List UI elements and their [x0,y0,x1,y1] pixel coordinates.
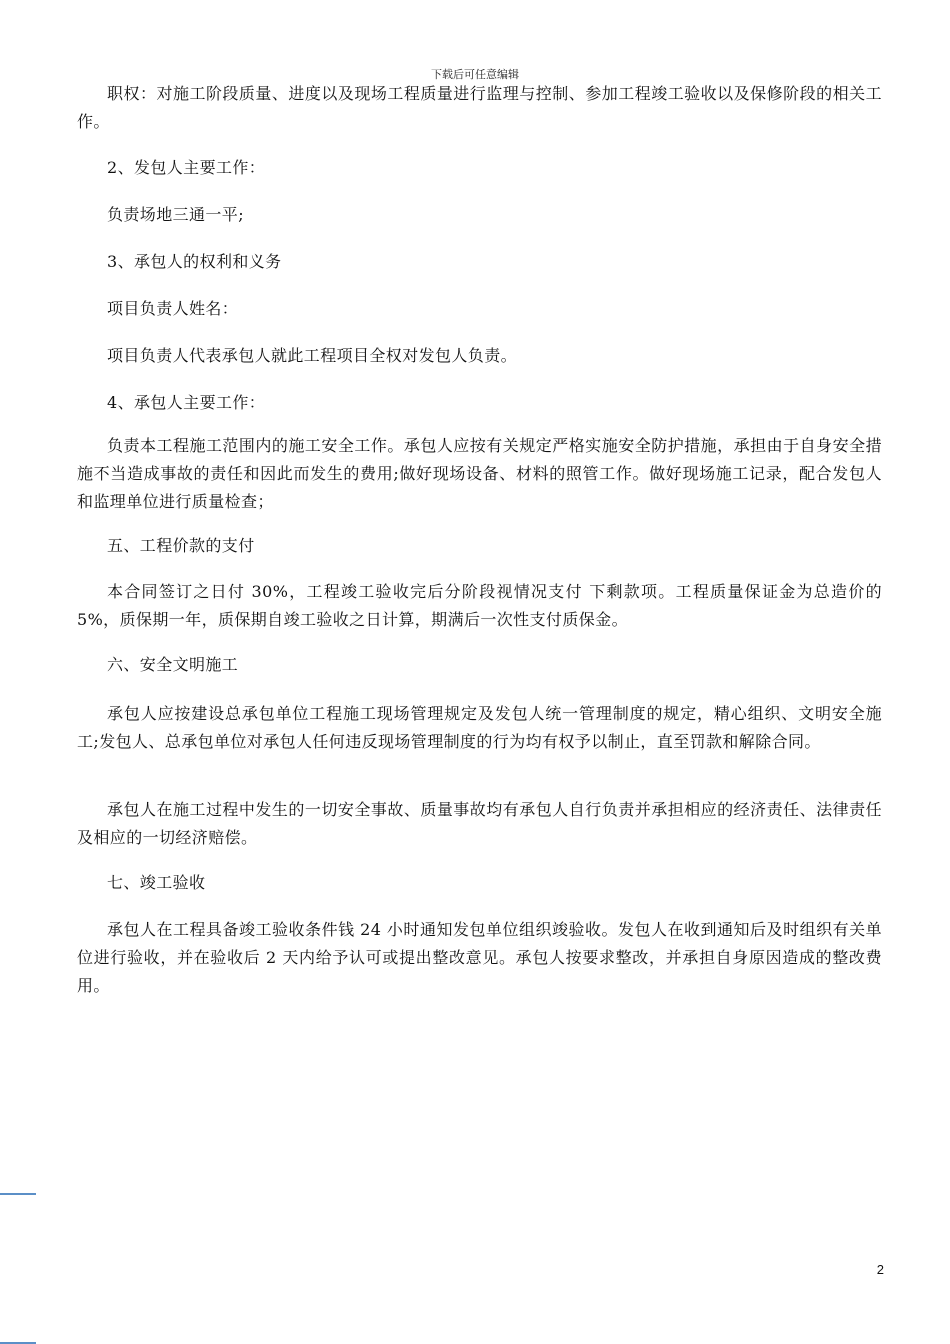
paragraph-3: 负责场地三通一平; [107,205,244,224]
paragraph-4: 3、承包人的权利和义务 [107,252,282,271]
header-note: 下载后可任意编辑 [431,68,519,81]
paragraph-11: 六、安全文明施工 [107,655,239,674]
paragraph-2: 2、发包人主要工作： [107,158,266,177]
margin-mark-top [0,1193,36,1195]
paragraph-15: 承包人在工程具备竣工验收条件钱 24 小时通知发包单位组织竣验收。发包人在收到通知后及时组织有关单位进行验收，并在验收后 2 天内给予认可或提出整改意见。承包人按要求整改，并承担自身原因造成的整改费用。 [77,920,882,995]
paragraph-7: 4、承包人主要工作： [107,393,266,412]
paragraph-9: 五、工程价款的支付 [107,536,255,555]
paragraph-5: 项目负责人姓名： [107,299,239,318]
paragraph-8: 负责本工程施工范围内的施工安全工作。承包人应按有关规定严格实施安全防护措施，承担由于自身安全措施不当造成事故的责任和因此而发生的费用;做好现场设备、材料的照管工作。做好现场施工记录，配合发包人和监理单位进行质量检查； [77,436,882,511]
paragraph-6: 项目负责人代表承包人就此工程项目全权对发包人负责。 [107,346,518,365]
paragraph-13: 承包人在施工过程中发生的一切安全事故、质量事故均有承包人自行负责并承担相应的经济责任、法律责任及相应的一切经济赔偿。 [77,800,882,847]
page-number: 2 [876,1262,884,1277]
paragraph-1: 职权：对施工阶段质量、进度以及现场工程质量进行监理与控制、参加工程竣工验收以及保修阶段的相关工作。 [77,84,882,131]
paragraph-14: 七、竣工验收 [107,873,206,892]
paragraph-10: 本合同签订之日付 30%，工程竣工验收完后分阶段视情况支付 下剩款项。工程质量保证金为总造价的 5%，质保期一年，质保期自竣工验收之日计算，期满后一次性支付质保金。 [77,582,882,629]
paragraph-12: 承包人应按建设总承包单位工程施工现场管理规定及发包人统一管理制度的规定，精心组织、文明安全施工;发包人、总承包单位对承包人任何违反现场管理制度的行为均有权予以制止，直至罚款和解除合同。 [77,704,882,751]
